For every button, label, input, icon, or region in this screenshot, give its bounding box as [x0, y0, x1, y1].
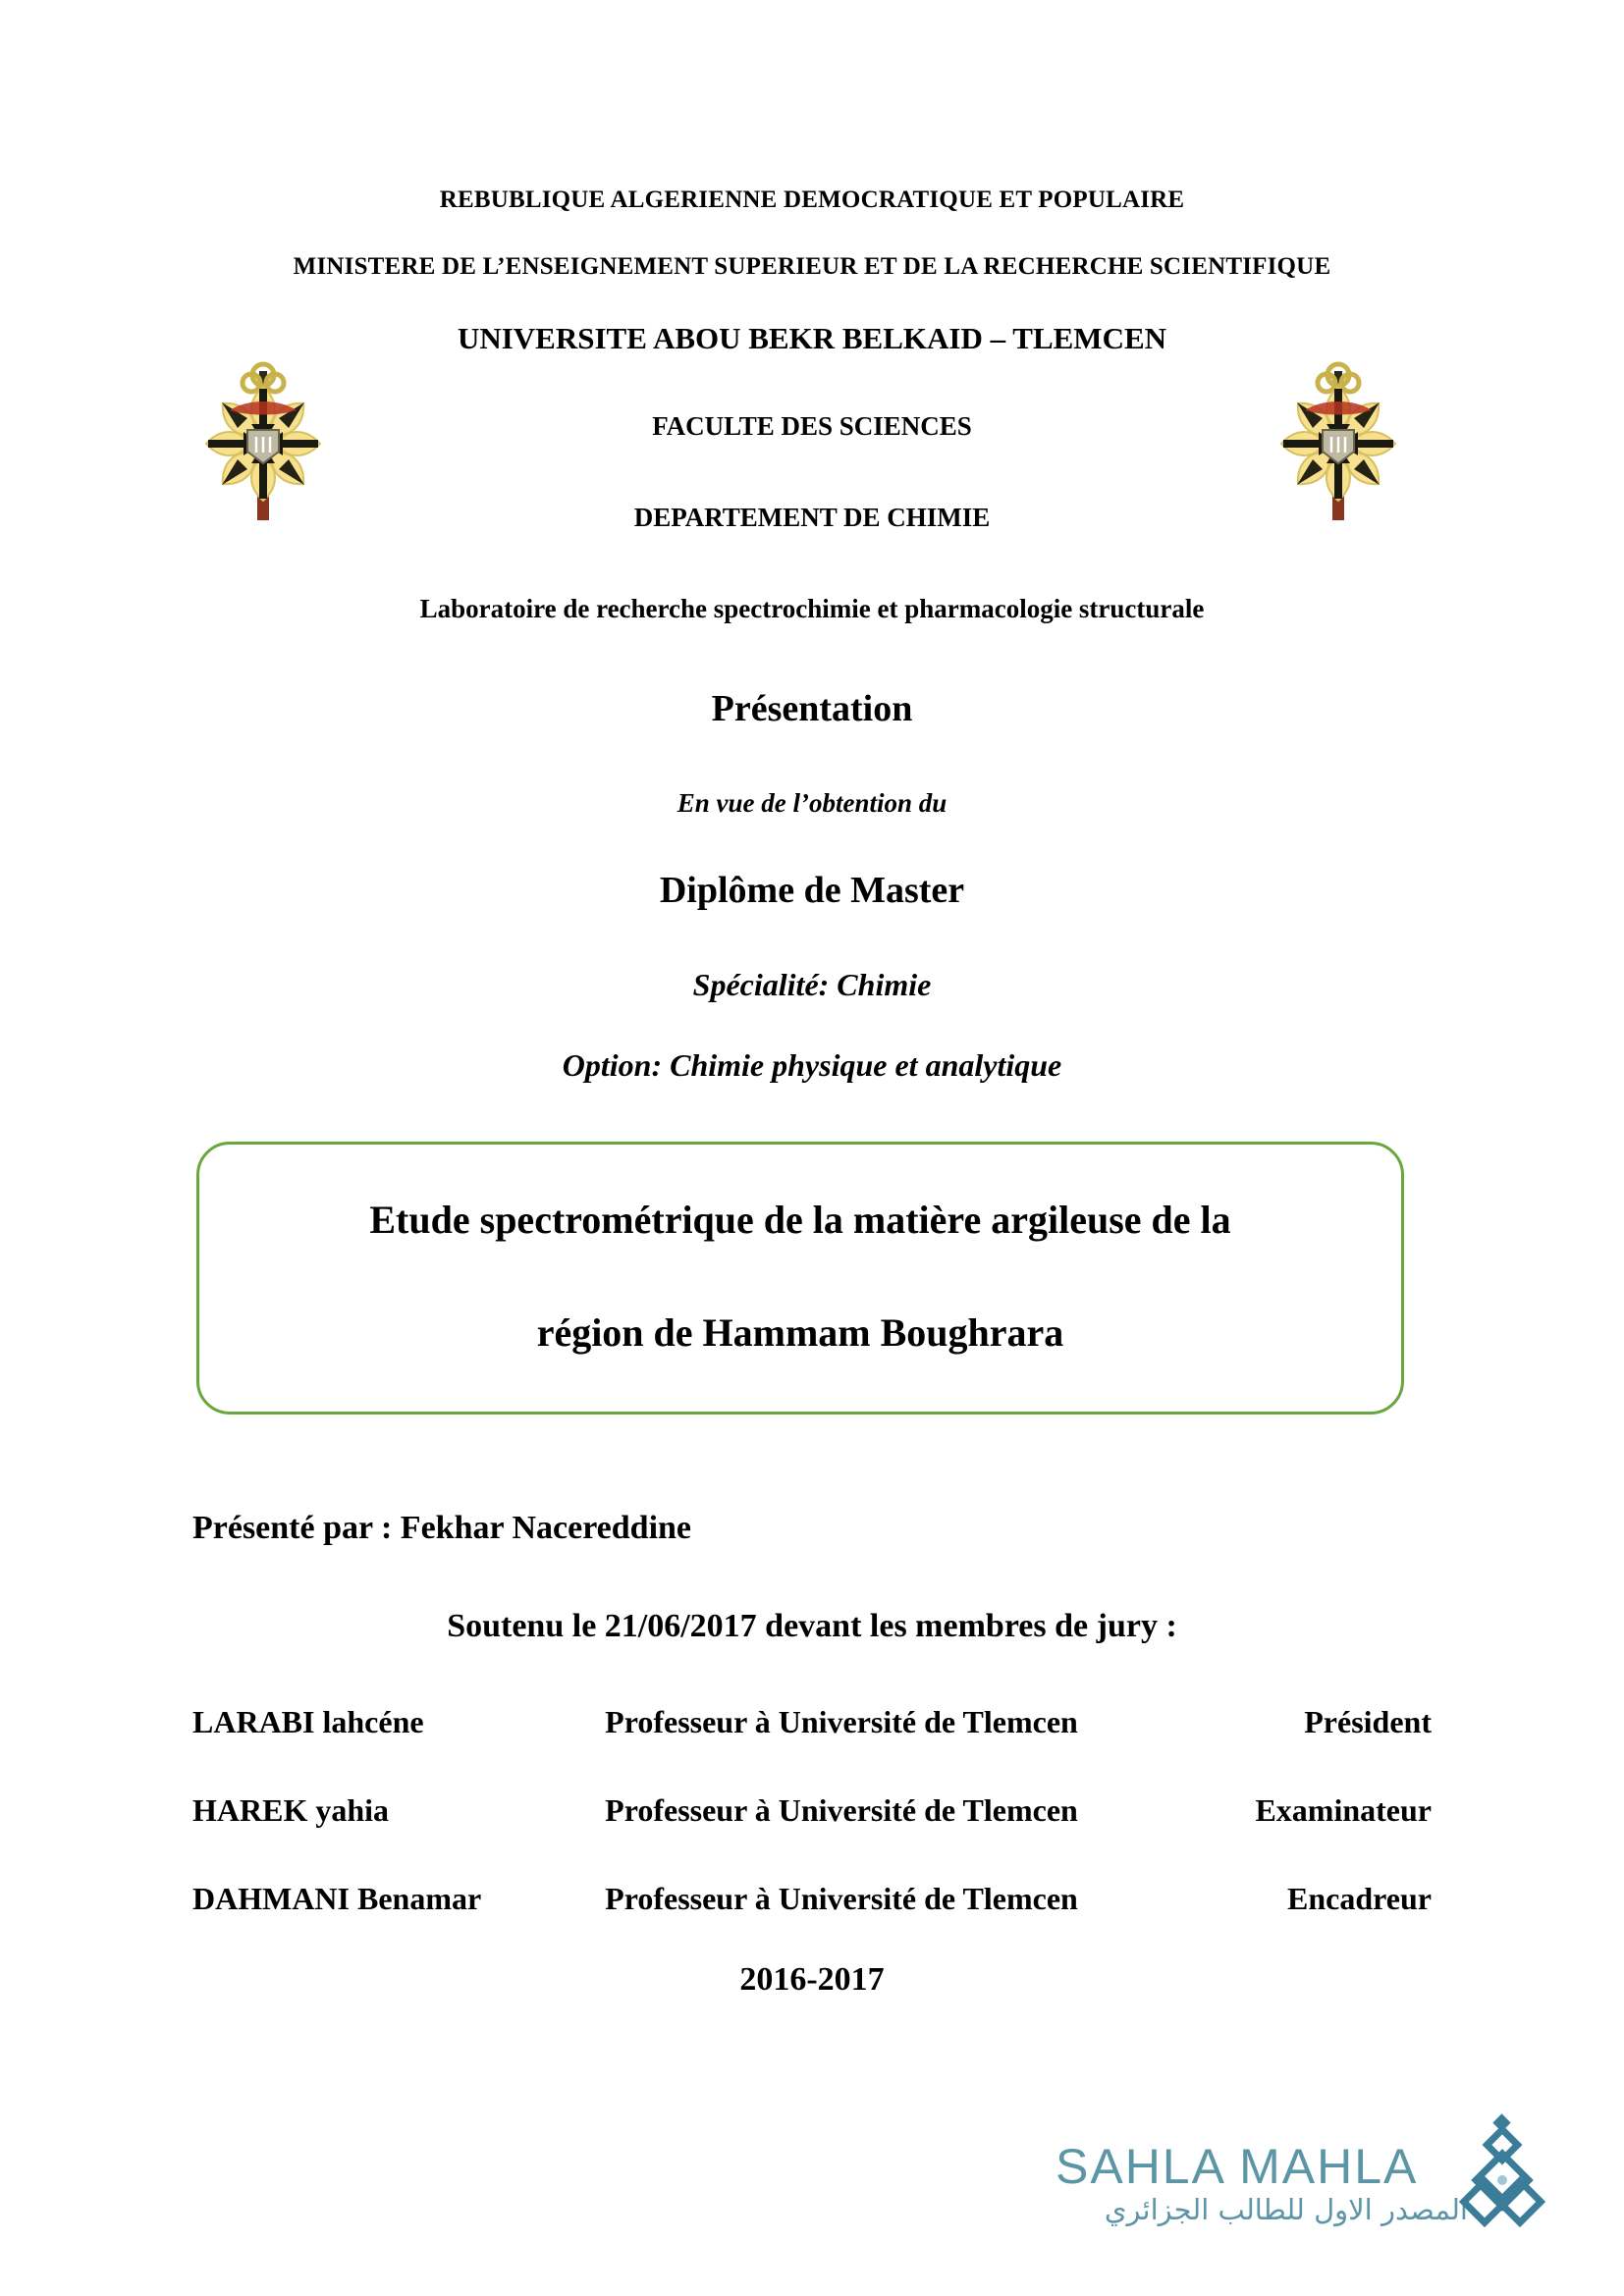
- jury-row: [192, 1792, 1432, 1881]
- en-vue-line: En vue de l’obtention du: [677, 788, 947, 818]
- jury-member-role: Examinateur: [1255, 1792, 1432, 1828]
- sahla-mahla-diamond-mark-icon: [1448, 2110, 1556, 2248]
- watermark-arabic-text: المصدر الاول للطالب الجزائري: [1104, 2193, 1468, 2226]
- header-line-republic: REBUBLIQUE ALGERIENNE DEMOCRATIQUE ET POPULAIRE: [439, 187, 1185, 213]
- jury-member-title: Professeur à Université de Tlemcen: [605, 1792, 1078, 1828]
- jury-list: [192, 1704, 1432, 1969]
- diploma-heading: Diplôme de Master: [659, 870, 965, 911]
- presentation-heading: Présentation: [711, 688, 913, 729]
- header-line-department: DEPARTEMENT DE CHIMIE: [633, 503, 991, 532]
- header-line-ministry: MINISTERE DE L’ENSEIGNEMENT SUPERIEUR ET DE LA RECHERCHE SCIENTIFIQUE: [293, 253, 1331, 280]
- academic-year: 2016-2017: [739, 1961, 885, 1998]
- watermark-brand-text: SAHLA MAHLA: [1056, 2139, 1419, 2194]
- specialty-line: Spécialité: Chimie: [692, 967, 932, 1002]
- jury-row: [192, 1704, 1432, 1792]
- sahla-mahla-watermark: [1056, 2110, 1556, 2248]
- header-line-laboratory: Laboratoire de recherche spectrochimie et pharmacologie structurale: [419, 594, 1205, 623]
- thesis-title-box: [196, 1142, 1404, 1415]
- header-line-university: UNIVERSITE ABOU BEKR BELKAID – TLEMCEN: [457, 321, 1167, 355]
- jury-member-name: LARABI lahcéne: [192, 1704, 424, 1739]
- jury-member-title: Professeur à Université de Tlemcen: [605, 1881, 1078, 1916]
- defense-date-line: Soutenu le 21/06/2017 devant les membres de jury :: [447, 1608, 1177, 1644]
- jury-member-name: DAHMANI Benamar: [192, 1881, 482, 1916]
- option-line: Option: Chimie physique et analytique: [562, 1047, 1062, 1083]
- university-emblem-right-icon: [1265, 353, 1412, 530]
- jury-member-role: Encadreur: [1287, 1881, 1432, 1916]
- jury-member-role: Président: [1304, 1704, 1432, 1739]
- thesis-title-line-2: région de Hammam Boughrara: [536, 1310, 1064, 1355]
- university-emblem-left-icon: [189, 353, 337, 530]
- jury-member-title: Professeur à Université de Tlemcen: [605, 1704, 1078, 1739]
- thesis-title-line-1: Etude spectrométrique de la matière argileuse de la: [369, 1198, 1231, 1242]
- jury-member-name: HAREK yahia: [192, 1792, 390, 1828]
- header-line-faculty: FACULTE DES SCIENCES: [652, 411, 972, 441]
- jury-row: [192, 1881, 1432, 1969]
- presented-by-line: Présenté par : Fekhar Nacereddine: [192, 1510, 692, 1546]
